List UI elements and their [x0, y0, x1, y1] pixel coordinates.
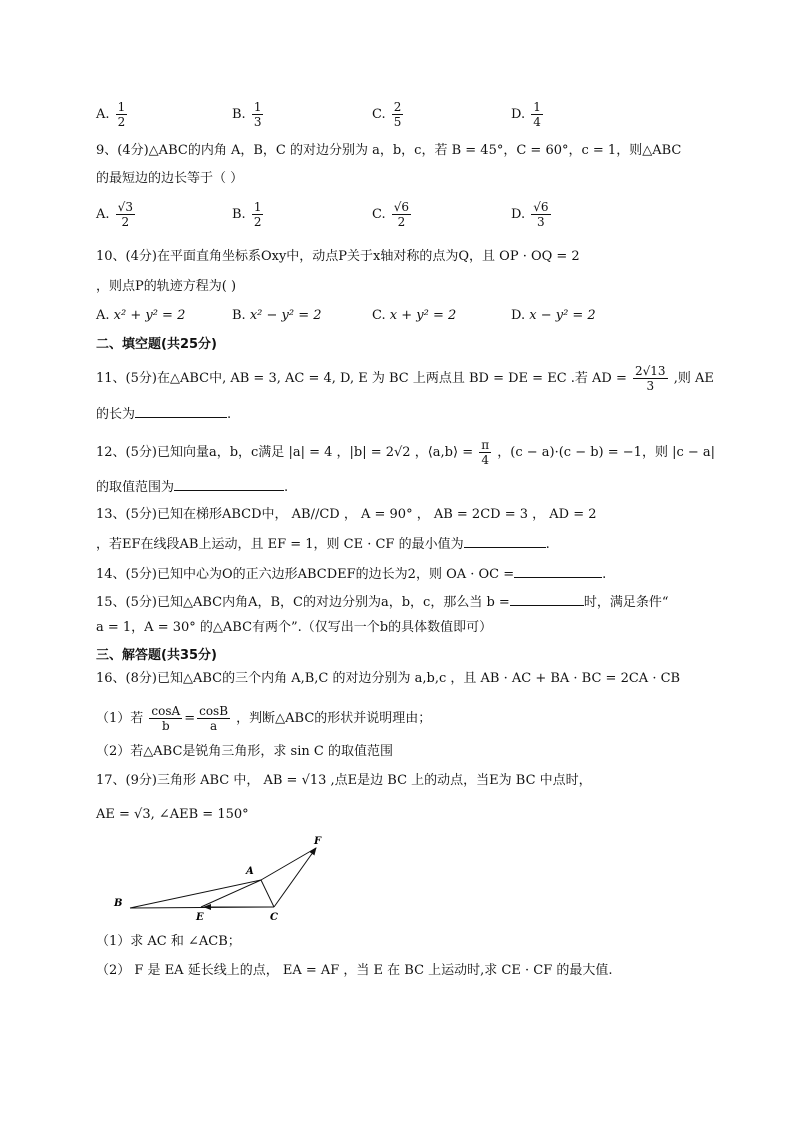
q16-stem: 16、(8分)已知△ABC的三个内角 A,B,C 的对边分别为 a,b,c ，且 AB · AC + BA · BC = 2CA · CB: [96, 671, 681, 686]
q9-option-c: C. $\frac{√6}{2}$: [372, 200, 410, 229]
q16-part2: （2）若△ABC是锐角三角形，求 sin C 的取值范围: [96, 744, 393, 759]
q8-option-c: C. $\frac{2}{5}$: [372, 100, 402, 129]
q10-option-d: D. x − y² = 2: [511, 308, 596, 323]
point-label-c: C: [270, 912, 278, 922]
q15-stem-line2: a = 1，A = 30° 的△ABC有两个”.（仅写出一个b的具体数值即可）: [96, 620, 493, 635]
q10-option-b: B. x² − y² = 2: [232, 308, 322, 323]
q11-stem-line1: 11、(5分)在△ABC中, AB = 3, AC = 4, D, E 为 BC 上两点且 BD = DE = EC .若 AD = $\frac{2√13}{3}$ ,则 AE: [96, 364, 714, 393]
segment-ac: [261, 880, 274, 907]
q12-stem-line1: 12、(5分)已知向量a，b，c满足 |a| = 4 ，|b| = 2√2 ，⟨a,b⟩ = $\frac{\pi}{4}$ ，(c − a)·(c − b) = −1，则 |c − a|: [96, 438, 716, 467]
q9-option-d: D. $\frac{√6}{3}$: [511, 200, 549, 229]
q17-stem-line1: 17、(9分)三角形 ABC 中， AB = √13 ,点E是边 BC 上的动点，当E为 BC 中点时，: [96, 773, 592, 788]
q11-answer-blank[interactable]: [135, 405, 227, 418]
point-label-f: F: [314, 836, 322, 847]
point-label-e: E: [196, 912, 204, 922]
section-fill-in-title: 二、填空题(共25分): [96, 337, 217, 352]
point-label-b: B: [114, 898, 123, 909]
q10-stem-line1: 10、(4分)在平面直角坐标系Oxy中，动点P关于x轴对称的点为Q，且 OP · OQ = 2: [96, 249, 580, 264]
section-solve-title: 三、解答题(共35分): [96, 648, 217, 663]
q14-stem: 14、(5分)已知中心为O的正六边形ABCDEF的边长为2，则 OA · OC = .: [96, 567, 607, 582]
q17-stem-line2: AE = √3, ∠AEB = 150°: [96, 807, 249, 822]
q9-option-a: A. $\frac{√3}{2}$: [96, 200, 133, 229]
q17-triangle-figure: [108, 832, 348, 922]
q14-answer-blank[interactable]: [514, 565, 602, 578]
q17-part2: （2） F 是 EA 延长线上的点， EA = AF ，当 E 在 BC 上运动时,求 CE · CF 的最大值.: [96, 963, 613, 978]
q13-stem-line2: ，若EF在线段AB上运动，且 EF = 1，则 CE · CF 的最小值为 .: [96, 537, 550, 552]
vector-cf: [274, 848, 316, 907]
q10-option-a: A. x² + y² = 2: [96, 308, 186, 323]
q17-part1: （1）求 AC 和 ∠ACB；: [96, 934, 241, 949]
q13-answer-blank[interactable]: [464, 535, 546, 548]
q12-stem-line2: 的取值范围为 .: [96, 480, 289, 495]
q9-stem-line2: 的最短边的边长等于（ ）: [96, 171, 244, 186]
q13-stem-line1: 13、(5分)已知在梯形ABCD中， AB//CD ， A = 90° ， AB = 2CD = 3 ， AD = 2: [96, 507, 597, 522]
q16-part1: （1）若 $\frac{\cos A}{b}$ = $\frac{\cos B}{a}$ ，判断△ABC的形状并说明理由；: [96, 704, 432, 733]
q8-option-a: A. $\frac{1}{2}$: [96, 100, 126, 129]
q10-stem-line2: ，则点P的轨迹方程为( ): [96, 279, 237, 294]
q12-answer-blank[interactable]: [174, 478, 284, 491]
q15-stem-line1: 15、(5分)已知△ABC内角A，B，C的对边分别为a，b，c，那么当 b = 时，满足条件“: [96, 595, 669, 610]
segment-ba: [130, 880, 261, 908]
q8-option-b: B. $\frac{1}{3}$: [232, 100, 262, 129]
point-label-a: A: [246, 866, 254, 877]
q10-option-c: C. x + y² = 2: [372, 308, 457, 323]
segment-af: [261, 848, 316, 880]
q15-answer-blank[interactable]: [510, 593, 584, 606]
segment-ae: [201, 880, 261, 907]
q9-stem-line1: 9、(4分)△ABC的内角 A，B，C 的对边分别为 a，b，c，若 B = 45°，C = 60°，c = 1，则△ABC: [96, 143, 682, 158]
q8-option-d: D. $\frac{1}{4}$: [511, 100, 541, 129]
q11-stem-line2: 的长为 .: [96, 407, 232, 422]
q9-option-b: B. $\frac{1}{2}$: [232, 200, 262, 229]
